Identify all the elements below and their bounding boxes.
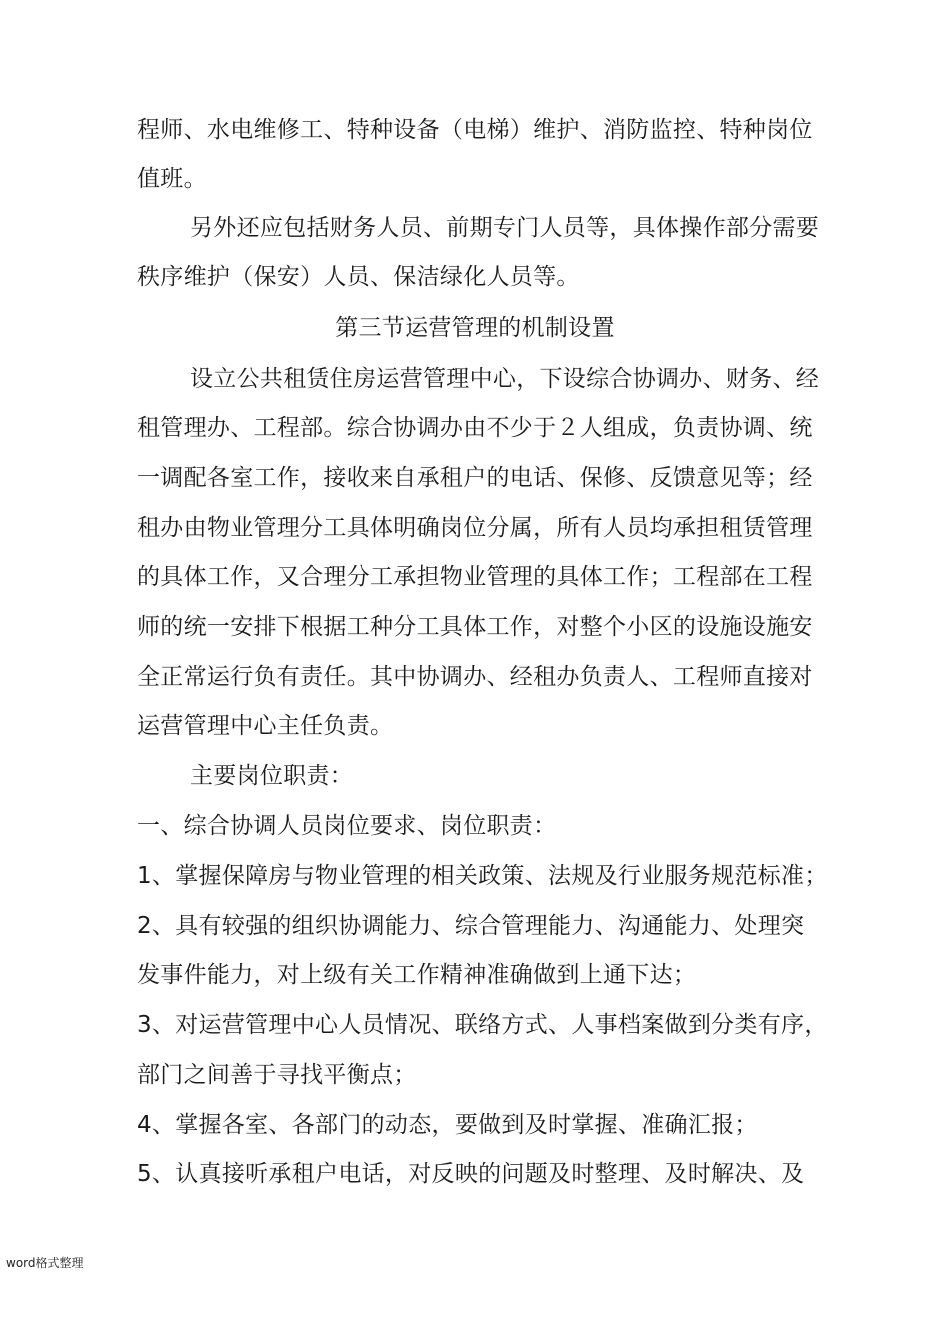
subheading: 主要岗位职责：	[190, 763, 354, 789]
text-line: 发事件能力，对上级有关工作精神准确做到上通下达；	[137, 962, 697, 988]
text-line: 部门之间善于寻找平衡点；	[137, 1062, 417, 1088]
text-line: 租管理办、工程部。综合协调办由不少于２人组成，负责协调、统	[137, 415, 813, 441]
list-item: 4、掌握各室、各部门的动态，要做到及时掌握、准确汇报；	[137, 1112, 758, 1138]
section-heading: 第三节运营管理的机制设置	[335, 315, 615, 341]
footer-note: word格式整理	[6, 1256, 84, 1270]
list-item: 2、具有较强的组织协调能力、综合管理能力、沟通能力、处理突	[137, 913, 805, 939]
paragraph-first-line: 设立公共租赁住房运营管理中心，下设综合协调办、财务、经	[190, 366, 820, 392]
text-line: 租办由物业管理分工具体明确岗位分属，所有人员均承担租赁管理	[137, 515, 813, 541]
list-item: 5、认真接听承租户电话，对反映的问题及时整理、及时解决、及	[137, 1161, 805, 1187]
text-line: 值班。	[137, 166, 207, 192]
text-line: 的具体工作，又合理分工承担物业管理的具体工作；工程部在工程	[137, 564, 813, 590]
text-line: 运营管理中心主任负责。	[137, 713, 394, 739]
text-line: 程师、水电维修工、特种设备（电梯）维护、消防监控、特种岗位	[137, 117, 813, 143]
text-line: 一调配各室工作，接收来自承租户的电话、保修、反馈意见等；经	[137, 465, 813, 491]
list-heading: 一、综合协调人员岗位要求、岗位职责：	[137, 813, 557, 839]
list-item: 3、对运营管理中心人员情况、联络方式、人事档案做到分类有序，	[137, 1012, 828, 1038]
text-line: 全正常运行负有责任。其中协调办、经租办负责人、工程师直接对	[137, 664, 813, 690]
paragraph-first-line: 另外还应包括财务人员、前期专门人员等，具体操作部分需要	[190, 215, 820, 241]
text-line: 秩序维护（保安）人员、保洁绿化人员等。	[137, 264, 580, 290]
text-line: 师的统一安排下根据工种分工具体工作，对整个小区的设施设施安	[137, 614, 813, 640]
list-item: 1、掌握保障房与物业管理的相关政策、法规及行业服务规范标准；	[137, 863, 828, 889]
